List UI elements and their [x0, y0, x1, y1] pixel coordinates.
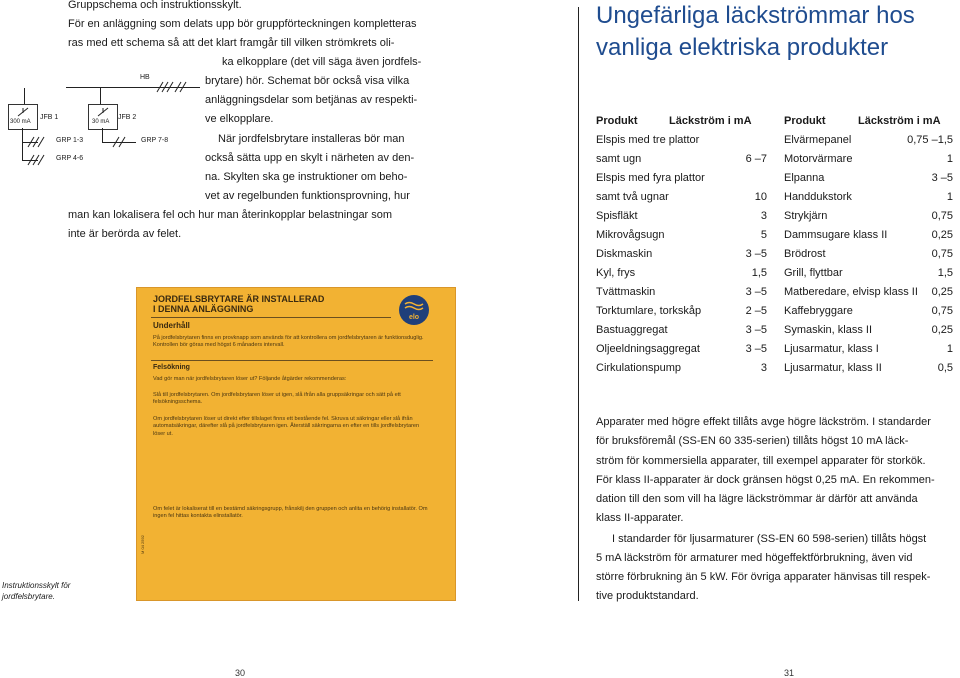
table-cell-product: Elpanna [784, 172, 825, 184]
group-1-3-fuse-symbol [26, 136, 46, 148]
rcd-1-rating: 300 mA [10, 119, 31, 125]
paragraph-line: ström för kommersiella apparater, till exempel apparater för storkök. [596, 455, 926, 467]
sign-paragraph: Vad gör man när jordfelsbrytaren löser ut? Följande åtgärder rekommenderas: [153, 376, 347, 382]
body-line: ve elkopplare. [205, 113, 274, 125]
rcd-2-rating: 30 mA [92, 119, 110, 125]
table-cell-value: 1,5 [751, 267, 767, 279]
body-line: anläggningsdelar som betjänas av respekti- [205, 94, 418, 106]
table-cell-value: 6 –7 [745, 153, 767, 165]
table-cell-product: Bastuaggregat [596, 324, 668, 336]
table-header-product: Produkt [784, 115, 826, 127]
body-line: brytare) hör. Schemat bör också visa vilka [205, 75, 410, 87]
elo-logo [399, 295, 429, 325]
table-cell-product: Matberedare, elvisp klass II [784, 286, 918, 298]
table-cell-product: Elvärmepanel [784, 134, 852, 146]
paragraph-line: 5 mA läckström för armaturer med högeffektförbrukning, även vid [596, 552, 913, 564]
rcd-2-symbol [96, 107, 110, 117]
table-cell-product: Diskmaskin [596, 248, 653, 260]
paragraph-line: dation till den som vill ha lägre läckströmmar är därför att använda [596, 493, 918, 505]
elo-logo-text: elo [408, 314, 420, 321]
table-header-product: Produkt [596, 115, 638, 127]
column-rule [578, 7, 579, 601]
table-cell-value: 1 [946, 153, 953, 165]
body-line: man kan lokalisera fel och hur man återinkopplar belastningar som [68, 209, 393, 221]
table-cell-value: 3 –5 [745, 324, 767, 336]
table-cell-product: Grill, flyttbar [784, 267, 843, 279]
page-number: 30 [235, 668, 246, 678]
table-cell-product: Strykjärn [784, 210, 828, 222]
table-cell-value: 0,75 –1,5 [907, 134, 953, 146]
sign-paragraph: Om jordfelsbrytaren löser ut direkt efter tillslaget finns ett bestående fel. Skruva ut säkringar eller slå ifrån automatsäkringar, därefter slå på jordfelsbrytaren igen. Återställ säkringarna en efter en tills jordfelsbrytaren löser ut. [153, 416, 420, 437]
table-cell-product: Brödrost [784, 248, 826, 260]
table-cell-product: Tvättmaskin [596, 286, 656, 298]
sign-section-maintenance: Underhåll [153, 321, 190, 330]
page-title: vanliga elektriska produkter [596, 34, 889, 61]
rcd-1-symbol [16, 107, 30, 117]
table-cell-value: 0,25 [931, 229, 953, 241]
group-4-6-label: GRP 4-6 [56, 155, 84, 162]
table-cell-value: 2 –5 [745, 305, 767, 317]
sign-paragraph: På jordfelsbrytaren finns en provknapp som används för att kontrollera om jordfelsbrytaren är funktionsduglig. Kontrollen bör göras med högst 6 månaders intervall. [153, 335, 424, 349]
page-title: Ungefärliga läckströmmar hos [596, 2, 915, 29]
group-7-8-label: GRP 7-8 [141, 137, 169, 144]
table-header-leakage: Läckström i mA [858, 115, 941, 127]
table-cell-value: 3 [760, 210, 767, 222]
table-cell-product: Cirkulationspump [596, 362, 681, 374]
paragraph-line: för bruksföremål (SS-EN 60 335-serien) tillåts högst 10 mA läck- [596, 435, 909, 447]
rcd-2-box [88, 104, 118, 130]
table-cell-value: 3 –5 [745, 286, 767, 298]
sign-caption: Instruktionsskylt för [2, 581, 71, 590]
body-line: också sätta upp en skylt i närheten av den- [205, 152, 415, 164]
table-cell-product: Dammsugare klass II [784, 229, 888, 241]
page-number: 31 [784, 668, 795, 678]
table-cell-product: Mikrovågsugn [596, 229, 665, 241]
table-cell-value: 10 [754, 191, 767, 203]
body-line: ka elkopplare (det vill säga även jordfels- [222, 56, 422, 68]
body-line: När jordfelsbrytare installeras bör man [218, 133, 405, 145]
paragraph-line: I standarder för ljusarmaturer (SS-EN 60 598-serien) tillåts högst [612, 533, 927, 545]
table-cell-value: 3 –5 [745, 343, 767, 355]
table-cell-value: 0,25 [931, 286, 953, 298]
table-cell-product: Ljusarmatur, klass II [784, 362, 882, 374]
body-line: vet av regelbunden funktionsprovning, hur [205, 190, 410, 202]
body-line: För en anläggning som delats upp bör gruppförteckningen kompletteras [68, 18, 417, 30]
wave-icon [404, 300, 424, 314]
sign-code: M 04 2592 [140, 535, 145, 554]
group-7-8-fuse-symbol [110, 136, 130, 148]
table-cell-product: Elspis med fyra plattor [596, 172, 705, 184]
table-cell-product: Ljusarmatur, klass I [784, 343, 879, 355]
table-header-leakage: Läckström i mA [669, 115, 752, 127]
rcd-1-box [8, 104, 38, 130]
table-cell-value: 0,75 [931, 210, 953, 222]
table-cell-product: Motorvärmare [784, 153, 853, 165]
table-cell-value: 5 [760, 229, 767, 241]
sign-paragraph: Slå till jordfelsbrytaren. Om jordfelsbrytaren löser ut igen, slå ifrån alla gruppsäkringar och sätt på ett felsökningsschema. [153, 392, 401, 406]
rcd-2-label: JFB 2 [118, 114, 137, 121]
paragraph-line: För klass II-apparater är dock gränsen högst 0,25 mA. En rekommen- [596, 474, 935, 486]
body-line: na. Skylten ska ge instruktioner om beho- [205, 171, 408, 183]
table-cell-product: Spisfläkt [596, 210, 638, 222]
table-cell-value: 0,25 [931, 324, 953, 336]
table-cell-value: 3 –5 [931, 172, 953, 184]
table-cell-product: Kyl, frys [596, 267, 636, 279]
sign-paragraph: Om felet är lokaliserat till en bestämd säkringsgrupp, frånskilj den gruppen och anlita en behörig installatör. Om ingen fel hittas kontakta elinstallatör. [153, 506, 428, 520]
paragraph-line: klass II-apparater. [596, 512, 684, 524]
table-cell-value: 1 [946, 343, 953, 355]
table-cell-value: 1,5 [937, 267, 953, 279]
rcd-1-label: JFB 1 [40, 114, 59, 121]
table-cell-product: samt två ugnar [596, 191, 669, 203]
table-cell-product: Oljeeldningsaggregat [596, 343, 700, 355]
group-1-3-label: GRP 1-3 [56, 137, 84, 144]
sign-title: JORDFELSBRYTARE ÄR INSTALLERAD [153, 294, 325, 304]
paragraph-line: Apparater med högre effekt tillåts avge högre läckström. I standarder [596, 416, 931, 428]
hb-label: HB [140, 74, 150, 81]
paragraph-line: större förbrukning än 5 kW. För övriga apparater hänvisas till respek- [596, 571, 931, 583]
sign-caption: jordfelsbrytare. [2, 592, 55, 601]
instruction-sign [136, 287, 456, 601]
table-cell-product: Handdukstork [784, 191, 852, 203]
table-cell-value: 1 [946, 191, 953, 203]
body-line: inte är berörda av felet. [68, 228, 182, 240]
body-line: ras med ett schema så att det klart framgår till vilken strömkrets oli- [68, 37, 395, 49]
left-heading: Gruppschema och instruktionsskylt. [68, 0, 242, 11]
table-cell-value: 0,75 [931, 248, 953, 260]
table-cell-product: Elspis med tre plattor [596, 134, 700, 146]
sign-section-troubleshooting: Felsökning [153, 364, 190, 371]
table-cell-product: samt ugn [596, 153, 642, 165]
table-cell-product: Kaffebryggare [784, 305, 853, 317]
table-cell-product: Torktumlare, torkskåp [596, 305, 702, 317]
table-cell-value: 0,5 [937, 362, 953, 374]
main-fuse-symbol [155, 81, 189, 93]
group-4-6-fuse-symbol [26, 154, 46, 166]
table-cell-value: 3 –5 [745, 248, 767, 260]
paragraph-line: tive produktstandard. [596, 590, 699, 602]
table-cell-value: 3 [760, 362, 767, 374]
table-cell-value: 0,75 [931, 305, 953, 317]
sign-title: I DENNA ANLÄGGNING [153, 304, 254, 314]
table-cell-product: Symaskin, klass II [784, 324, 873, 336]
